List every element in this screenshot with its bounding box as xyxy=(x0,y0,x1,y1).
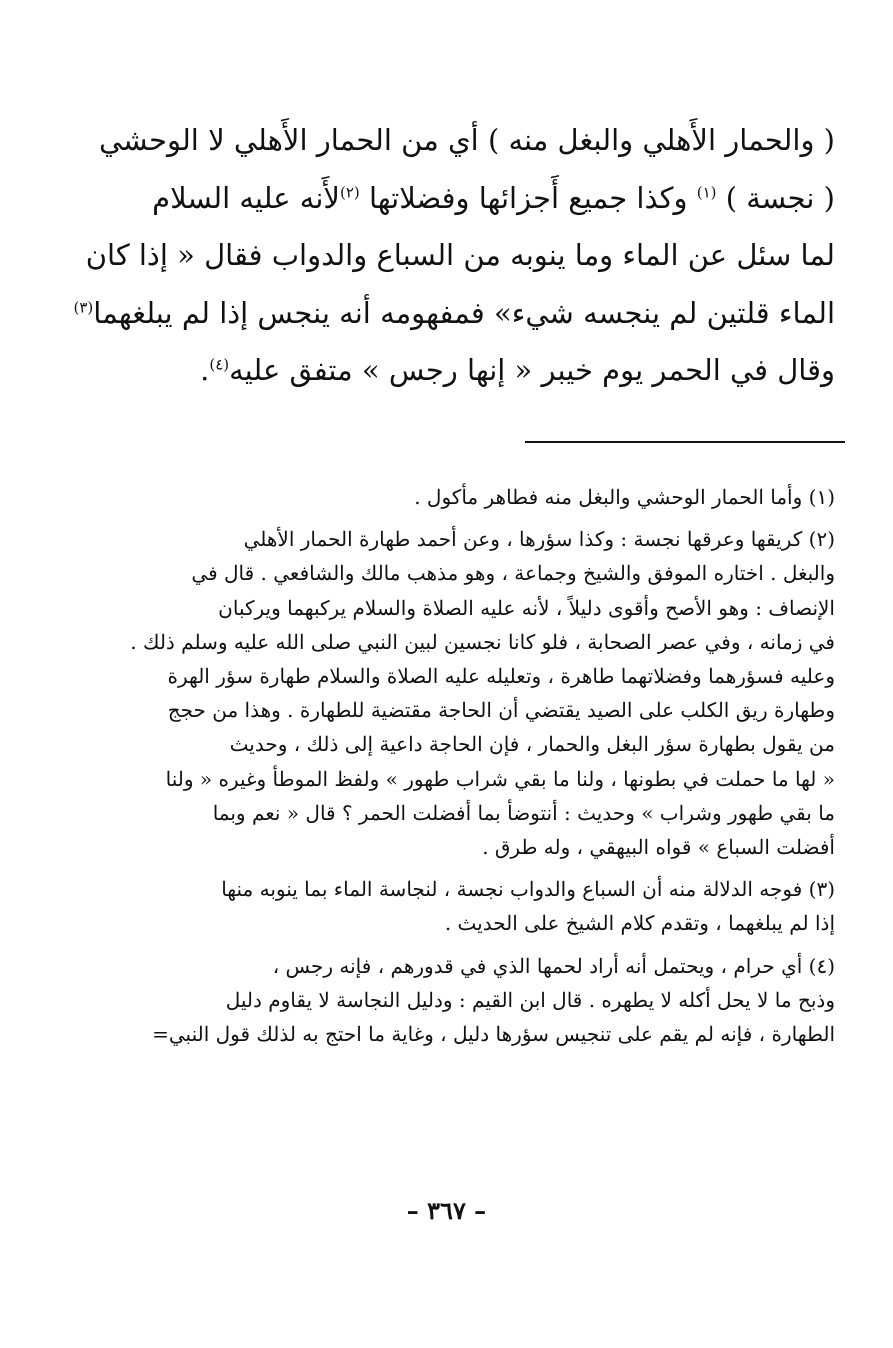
page-number: – ٣٦٧ – xyxy=(406,1196,487,1225)
footnote-separator xyxy=(525,441,845,443)
footnote-line: وذبح ما لا يحل أكله لا يطهره . قال ابن القيم : ودليل النجاسة لا يقاوم دليل xyxy=(225,987,835,1012)
footnotes xyxy=(58,480,835,1059)
footnote-line: (٢) كريقها وعرقها نجسة : وكذا سؤرها ، وعن أحمد طهارة الحمار الأهلي xyxy=(243,527,835,552)
footnote-1 xyxy=(58,480,835,514)
footnote-2 xyxy=(58,522,835,864)
main-text-segment: لأَنه عليه السلام xyxy=(152,180,340,215)
footnote-line: والبغل . اختاره الموفق والشيخ وجماعة ، وهو مذهب مالك والشافعي . قال في xyxy=(191,561,835,586)
footnote-line: إذا لم يبلغهما ، وتقدم كلام الشيخ على الحديث . xyxy=(444,911,835,936)
footnote-line: الطهارة ، فإنه لم يقم على تنجيس سؤرها دليل ، وغاية ما احتج به لذلك قول النبي= xyxy=(152,1022,835,1047)
main-text-segment: وكذا جميع أَجزائها وفضلاتها xyxy=(368,180,688,215)
footnote-line: (٤) أي حرام ، ويحتمل أنه أراد لحمها الذي في قدورهم ، فإنه رجس ، xyxy=(272,953,835,978)
main-text xyxy=(58,112,835,400)
footnote-line: (١) وأما الحمار الوحشي والبغل منه فطاهر مأكول . xyxy=(414,485,835,509)
footnote-line: أفضلت السباع » قواه البيهقي ، وله طرق . xyxy=(482,835,835,860)
footnote-line: ما بقي طهور وشراب » وحديث : أنتوضأ بما أفضلت الحمر ؟ قال « نعم وبما xyxy=(212,800,835,825)
main-line xyxy=(58,170,835,228)
main-text-segment: وقال في الحمر يوم خيبر « إنها رجس » متفق عليه xyxy=(229,353,835,387)
footnote-line: من يقول بطهارة سؤر البغل والحمار ، فإن الحاجة داعية إلى ذلك ، وحديث xyxy=(229,732,835,757)
footnote-line: « لها ما حملت في بطونها ، ولنا ما بقي شراب طهور » ولفظ الموطأ وغيره « ولنا xyxy=(165,766,835,791)
main-text-segment: . xyxy=(200,353,210,387)
main-text-segment: الماء قلتين لم ينجسه شيء» فمفهومه أنه ينجس إذا لم يبلغهما xyxy=(93,295,835,330)
main-line xyxy=(58,342,835,400)
footnote-3 xyxy=(58,872,835,940)
footnote-line: وعليه فسؤرهما وفضلاتهما طاهرة ، وتعليله عليه الصلاة والسلام طهارة سؤر الهرة xyxy=(167,664,835,689)
main-line: لما سئل عن الماء وما ينوبه من السباع والدواب فقال « إذا كان xyxy=(85,238,835,272)
footnote-line: الإنصاف : وهو الأصح وأقوى دليلاً ، لأنه عليه الصلاة والسلام يركبهما ويركبان xyxy=(218,595,835,620)
footnote-ref: (٣) xyxy=(73,297,94,316)
footnote-line: وطهارة ريق الكلب على الصيد يقتضي أن الحاجة مقتضية للطهارة . وهذا من حجج xyxy=(167,698,835,723)
main-line xyxy=(58,285,835,343)
footnote-ref: (٤) xyxy=(209,355,230,374)
footnote-line: (٣) فوجه الدلالة منه أن السباع والدواب نجسة ، لنجاسة الماء بما ينوبه منها xyxy=(221,877,835,902)
footnote-line: في زمانه ، وفي عصر الصحابة ، فلو كانا نجسين لبين النبي صلى الله عليه وسلم ذلك . xyxy=(130,629,835,654)
footnote-ref: (١) xyxy=(696,182,717,201)
footnote-ref: (٢) xyxy=(339,182,360,201)
footnote-4 xyxy=(58,949,835,1052)
main-text-segment: ( نجسة ) xyxy=(725,180,835,215)
main-line: ( والحمار الأَهلي والبغل منه ) أي من الحمار الأَهلي لا الوحشي xyxy=(99,123,835,157)
